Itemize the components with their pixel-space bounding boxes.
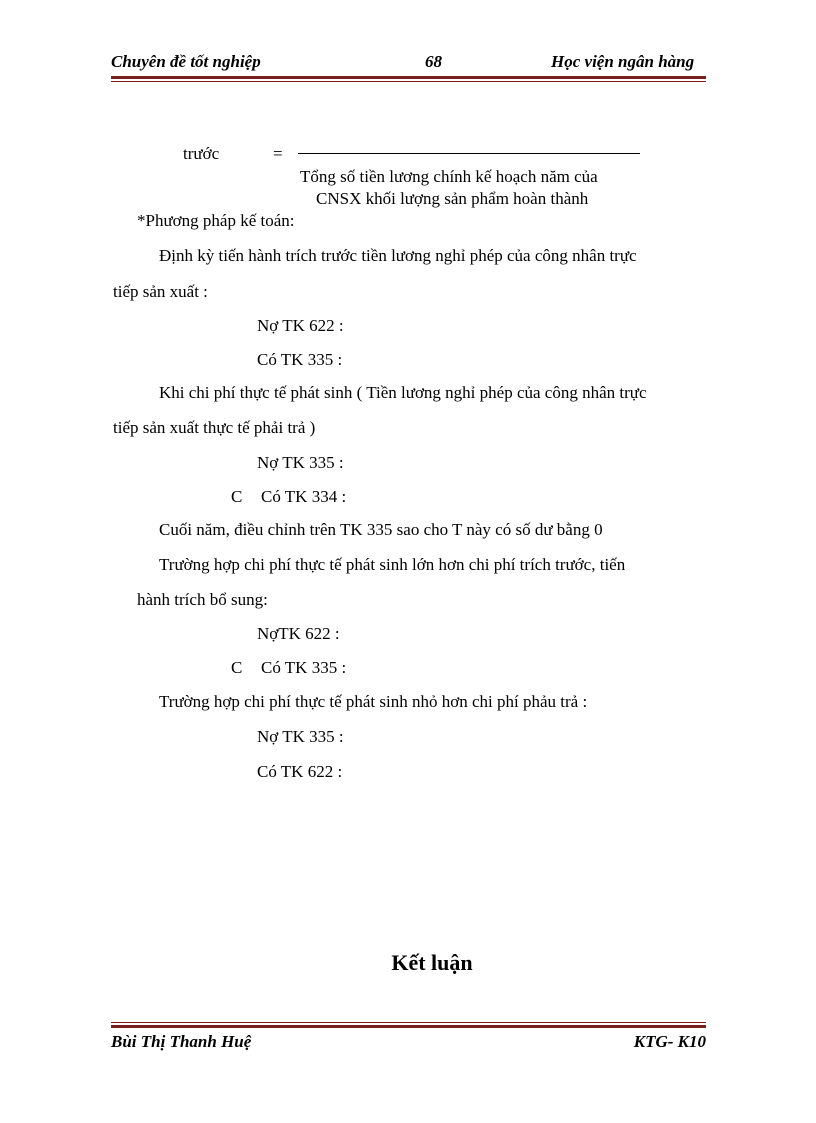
footer-class: KTG- K10 [633, 1032, 706, 1051]
entry-3-credit: Có TK 335 : [261, 658, 347, 677]
entry-2-debit: Nợ TK 335 : [257, 453, 344, 472]
paragraph-1-line2: tiếp sản xuất : [113, 282, 208, 301]
paragraph-2-line2: tiếp sản xuất thực tế phải trả ) [113, 418, 316, 437]
footer-rule-thin [111, 1022, 706, 1023]
entry-4-debit: Nợ TK 335 : [257, 727, 344, 746]
method-heading: *Phương pháp kế toán: [137, 211, 295, 230]
paragraph-2-line1: Khi chi phí thực tế phát sinh ( Tiền lương nghỉ phép của công nhân trực [159, 383, 647, 402]
formula-label: trước [183, 144, 220, 163]
formula-denominator-line2: CNSX khối lượng sản phẩm hoàn thành [316, 189, 589, 208]
paragraph-1-line1: Định kỳ tiến hành trích trước tiền lương nghỉ phép của công nhân trực [159, 246, 637, 265]
formula-equals: = [273, 144, 283, 163]
header-rule-thin [111, 81, 706, 82]
entry-2-credit: Có TK 334 : [261, 487, 347, 506]
footer-rule-thick [111, 1025, 706, 1028]
paragraph-4-line1: Trường hợp chi phí thực tế phát sinh lớn hơn chi phí trích trước, tiến [159, 555, 626, 574]
entry-1-credit: Có TK 335 : [257, 350, 343, 369]
header-rule-thick [111, 76, 706, 79]
header-doc-title: Chuyên đề tốt nghiệp [111, 52, 261, 71]
paragraph-3: Cuối năm, điều chỉnh trên TK 335 sao cho T này có số dư bằng 0 [159, 520, 603, 539]
footer-author: Bùi Thị Thanh Huệ [111, 1032, 252, 1051]
section-title: Kết luận [391, 950, 473, 975]
entry-2-marker: C [231, 487, 243, 506]
entry-3-marker: C [231, 658, 243, 677]
fraction-line [298, 153, 640, 154]
paragraph-5: Trường hợp chi phí thực tế phát sinh nhỏ hơn chi phí phảu trả : [159, 692, 588, 711]
formula-denominator-line1: Tổng số tiền lương chính kế hoạch năm của [300, 167, 598, 186]
entry-1-debit: Nợ TK 622 : [257, 316, 344, 335]
header-page-number: 68 [425, 52, 442, 71]
header-institution: Học viện ngân hàng [551, 52, 695, 71]
paragraph-4-line2: hành trích bổ sung: [137, 590, 268, 609]
entry-3-debit: NợTK 622 : [257, 624, 340, 643]
entry-4-credit: Có TK 622 : [257, 762, 343, 781]
